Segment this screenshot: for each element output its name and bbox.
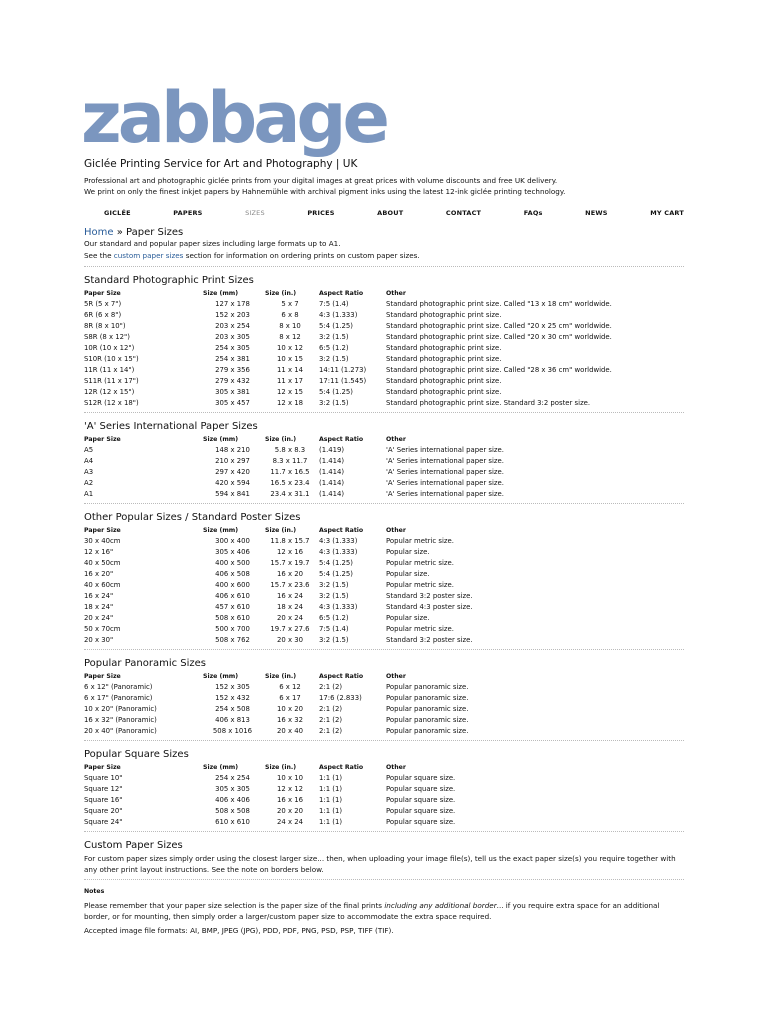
size-sections [84,275,684,832]
table-cell: 11 x 17 [277,376,303,385]
table-cell: Standard 4:3 poster size. [386,602,473,611]
table-cell: 6R (6 x 8") [84,310,122,319]
table-cell: 152 x 305 [215,682,250,691]
table-cell: 8R (8 x 10") [84,321,126,330]
table-cell: 203 x 305 [215,332,250,341]
table-cell: 20 x 24 [277,613,303,622]
table-row [84,375,612,386]
divider [84,649,684,650]
table-header-row [84,762,455,772]
table-cell: 254 x 381 [215,354,250,363]
table-cell: A3 [84,467,94,476]
table-cell: 20 x 20 [277,806,303,815]
nav-item-sizes[interactable]: SIZES [245,209,265,217]
table-cell: 148 x 210 [215,445,250,454]
table-row [84,794,455,805]
table-cell: 15.7 x 23.6 [270,580,310,589]
table-cell: 'A' Series international paper size. [386,489,504,498]
column-header: Other [386,526,406,534]
nav-item-news[interactable]: NEWS [585,209,608,217]
table-row [84,725,468,736]
table-row [84,579,473,590]
table-row [84,386,612,397]
table-cell: Standard photographic print size. Called "20 x 25 cm" worldwide. [386,321,612,330]
table-cell: 'A' Series international paper size. [386,456,504,465]
table-cell: Popular panoramic size. [386,693,469,702]
table-cell: 508 x 762 [215,635,250,644]
table-cell: 254 x 305 [215,343,250,352]
section-heading: Standard Photographic Print Sizes [84,275,254,286]
table-cell: 15.7 x 19.7 [270,558,310,567]
table-cell: 3:2 (1.5) [319,580,349,589]
table-cell: 16 x 16 [277,795,303,804]
table-cell: Popular square size. [386,806,456,815]
column-header: Size (mm) [203,526,239,534]
nav-item-faqs[interactable]: FAQs [523,209,543,217]
table-row [84,477,504,488]
table-cell: 'A' Series international paper size. [386,445,504,454]
table-cell: 10 x 12 [277,343,303,352]
table-cell: 17:11 (1.545) [319,376,367,385]
column-header: Other [386,763,406,771]
table-cell: (1.414) [319,467,345,476]
table-row [84,298,612,309]
table-cell: Square 16" [84,795,123,804]
table-cell: 500 x 700 [215,624,250,633]
divider [84,503,684,504]
table-cell: S10R (10 x 15") [84,354,139,363]
table-cell: 1:1 (1) [319,806,343,815]
column-header: Size (mm) [203,763,239,771]
table-cell: Standard photographic print size. Standard 3:2 poster size. [386,398,591,407]
table-cell: 5.8 x 8.3 [274,445,306,454]
table-row [84,557,473,568]
table-cell: 305 x 381 [215,387,250,396]
table-cell: (1.414) [319,489,345,498]
table-cell: Standard photographic print size. [386,343,502,352]
table-cell: Standard photographic print size. [386,310,502,319]
table-cell: 6:5 (1.2) [319,613,349,622]
table-cell: 10 x 15 [277,354,303,363]
table-row [84,623,473,634]
column-header: Other [386,289,406,297]
table-cell: 406 x 406 [215,795,250,804]
table-cell: 20 x 40" (Panoramic) [84,726,157,735]
table-cell: 2:1 (2) [319,726,343,735]
table-cell: Popular panoramic size. [386,726,469,735]
table-cell: 23.4 x 31.1 [270,489,310,498]
table-cell: 16 x 24" [84,591,114,600]
column-header: Size (in.) [265,526,297,534]
table-row [84,397,612,408]
table-cell: Popular panoramic size. [386,682,469,691]
column-header: Paper Size [84,289,121,297]
table-cell: 40 x 50cm [84,558,121,567]
table-cell: Popular square size. [386,784,456,793]
table-cell: 20 x 30 [277,635,303,644]
lead-line-2 [84,250,684,262]
table-cell: 279 x 356 [215,365,250,374]
column-header: Aspect Ratio [319,435,364,443]
table-cell: 11 x 14 [277,365,303,374]
table-cell: Square 24" [84,817,123,826]
intro-line-2: We print on only the finest inkjet papers by Hahnemühle with archival pigment inks using the latest 12-ink giclée printing technology. [84,186,566,196]
nav-item-gicl-e[interactable]: GICLÉE [104,209,131,217]
table-cell: 152 x 432 [215,693,250,702]
table-cell: (1.419) [319,445,345,454]
table-cell: 50 x 70cm [84,624,121,633]
table-cell: 19.7 x 27.6 [270,624,310,633]
table-cell: Standard photographic print size. [386,376,502,385]
table-cell: 1:1 (1) [319,795,343,804]
table-cell: Square 10" [84,773,123,782]
table-cell: 400 x 500 [215,558,250,567]
column-header: Aspect Ratio [319,289,364,297]
table-cell: 406 x 610 [215,591,250,600]
table-cell: 11.8 x 15.7 [270,536,310,545]
size-table [84,434,504,499]
table-cell: 508 x 610 [215,613,250,622]
table-cell: 6 x 12 [279,682,301,691]
table-cell: 12 x 12 [277,784,303,793]
table-cell: 420 x 594 [215,478,250,487]
breadcrumb-separator: » [113,227,127,238]
table-cell: Popular square size. [386,773,456,782]
size-table [84,762,455,827]
table-cell: Square 12" [84,784,123,793]
column-header: Size (mm) [203,435,239,443]
table-cell: Popular panoramic size. [386,704,469,713]
table-cell: Popular square size. [386,795,456,804]
table-cell: 8.3 x 11.7 [272,456,308,465]
table-cell: 210 x 297 [215,456,250,465]
table-cell: A4 [84,456,94,465]
table-cell: 11R (11 x 14") [84,365,135,374]
table-row [84,703,468,714]
table-header-row [84,525,473,535]
breadcrumb-home-link[interactable]: Home [84,227,114,238]
main-nav [84,209,684,217]
column-header: Paper Size [84,435,121,443]
table-cell: 7:5 (1.4) [319,299,349,308]
table-row [84,488,504,499]
table-cell: Popular square size. [386,817,456,826]
column-header: Size (mm) [203,672,239,680]
table-cell: Standard photographic print size. Called "13 x 18 cm" worldwide. [386,299,612,308]
size-table [84,525,473,645]
table-cell: 6:5 (1.2) [319,343,349,352]
table-row [84,772,455,783]
table-row [84,444,504,455]
table-cell: 'A' Series international paper size. [386,467,504,476]
table-cell: 20 x 30" [84,635,114,644]
section-heading: Other Popular Sizes / Standard Poster Sizes [84,512,301,523]
tagline: Giclée Printing Service for Art and Photography | UK [84,158,358,170]
table-cell: 254 x 508 [215,704,250,713]
table-cell: 18 x 24" [84,602,114,611]
table-row [84,309,612,320]
section-heading: Popular Square Sizes [84,749,189,760]
table-cell: 279 x 432 [215,376,250,385]
table-cell: 11.7 x 16.5 [270,467,310,476]
table-cell: 508 x 1016 [212,726,253,735]
table-cell: 305 x 457 [215,398,250,407]
table-cell: A2 [84,478,94,487]
table-cell: 254 x 254 [215,773,250,782]
table-cell: 5 x 7 [281,299,299,308]
table-cell: Popular size. [386,547,430,556]
table-cell: 10 x 20 [277,704,303,713]
table-cell: Popular metric size. [386,624,454,633]
table-cell: 30 x 40cm [84,536,121,545]
divider [84,879,684,880]
notes-paragraph-1 [84,900,684,922]
size-table [84,288,612,408]
table-row [84,535,473,546]
table-cell: 6 x 12" (Panoramic) [84,682,153,691]
divider [84,266,684,267]
table-row [84,546,473,557]
table-cell: 1:1 (1) [319,817,343,826]
divider [84,831,684,832]
table-cell: 305 x 305 [215,784,250,793]
table-cell: 203 x 254 [215,321,250,330]
table-cell: 2:1 (2) [319,715,343,724]
table-cell: 'A' Series international paper size. [386,478,504,487]
table-cell: 10 x 10 [277,773,303,782]
lead-line-2-pre: See the [84,251,114,260]
notes-p1-italic: including any additional border [384,901,497,910]
table-row [84,364,612,375]
column-header: Paper Size [84,672,121,680]
notes-p1-post: ... if you require extra space for an additional border, or for mounting, then simply order a larger/custom paper size to accommodate the extra space required. [84,901,660,921]
section-heading: 'A' Series International Paper Sizes [84,421,258,432]
column-header: Aspect Ratio [319,526,364,534]
table-row [84,353,612,364]
table-row [84,568,473,579]
notes-p1-pre: Please remember that your paper size selection is the paper size of the final prints [84,901,385,910]
table-cell: 5:4 (1.25) [319,558,353,567]
table-cell: 305 x 406 [215,547,250,556]
nav-item-my-cart[interactable]: MY CART [650,209,684,217]
table-row [84,783,455,794]
table-cell: S12R (12 x 18") [84,398,139,407]
table-cell: 1:1 (1) [319,773,343,782]
lead-line-2-post: section for information on ordering prints on custom paper sizes. [183,251,420,260]
table-row [84,331,612,342]
notes-paragraph-2: Accepted image file formats: AI, BMP, JPEG (JPG), PDD, PDF, PNG, PSD, PSP, TIFF (TIF). [84,926,394,935]
breadcrumb-current: Paper Sizes [126,227,184,238]
column-header: Aspect Ratio [319,672,364,680]
table-cell: 3:2 (1.5) [319,332,349,341]
table-cell: 1:1 (1) [319,784,343,793]
page [81,77,684,936]
divider [84,412,684,413]
table-cell: 16 x 20" [84,569,114,578]
table-cell: 406 x 508 [215,569,250,578]
table-cell: Popular size. [386,569,430,578]
table-row [84,681,468,692]
table-row [84,612,473,623]
table-cell: 4:3 (1.333) [319,310,358,319]
table-cell: 2:1 (2) [319,682,343,691]
table-cell: (1.414) [319,456,345,465]
table-cell: 14:11 (1.273) [319,365,367,374]
table-cell: 10 x 20" (Panoramic) [84,704,157,713]
table-cell: 594 x 841 [215,489,250,498]
table-cell: 5:4 (1.25) [319,321,353,330]
table-cell: 3:2 (1.5) [319,398,349,407]
table-cell: 2:1 (2) [319,704,343,713]
table-cell: 16 x 32" (Panoramic) [84,715,157,724]
table-cell: Standard photographic print size. Called "20 x 30 cm" worldwide. [386,332,612,341]
table-cell: 5:4 (1.25) [319,569,353,578]
table-cell: 400 x 600 [215,580,250,589]
table-row [84,342,612,353]
nav-item-about[interactable]: ABOUT [377,209,404,217]
table-cell: 20 x 40 [277,726,303,735]
table-cell: 10R (10 x 12") [84,343,135,352]
table-cell: 152 x 203 [215,310,250,319]
table-header-row [84,434,504,444]
table-cell: 406 x 813 [215,715,250,724]
table-cell: Popular metric size. [386,580,454,589]
table-row [84,714,468,725]
table-row [84,805,455,816]
table-cell: 4:3 (1.333) [319,547,358,556]
table-row [84,455,504,466]
table-cell: 3:2 (1.5) [319,591,349,600]
table-cell: 17:6 (2.833) [319,693,362,702]
table-row [84,816,455,827]
table-header-row [84,671,468,681]
table-cell: 18 x 24 [277,602,303,611]
table-cell: 12 x 16" [84,547,114,556]
custom-sizes-text: For custom paper sizes simply order using the closest larger size... then, when uploading your image file(s), tell us the exact paper size(s) you require together with any other print layout instructions. See the note on borders below. [84,854,676,874]
lead-line-1: Our standard and popular paper sizes including large formats up to A1. [84,239,341,248]
nav-item-papers[interactable]: PAPERS [173,209,203,217]
table-cell: 8 x 10 [279,321,301,330]
table-row [84,601,473,612]
table-cell: 4:3 (1.333) [319,536,358,545]
table-cell: 3:2 (1.5) [319,635,349,644]
table-header-row [84,288,612,298]
table-cell: 16 x 32 [277,715,303,724]
table-cell: 16 x 20 [277,569,303,578]
table-cell: 20 x 24" [84,613,114,622]
table-cell: Standard photographic print size. [386,387,502,396]
column-header: Size (in.) [265,672,297,680]
table-cell: 5:4 (1.25) [319,387,353,396]
table-row [84,320,612,331]
table-cell: A5 [84,445,94,454]
table-cell: 7:5 (1.4) [319,624,349,633]
divider [84,740,684,741]
column-header: Size (in.) [265,289,297,297]
table-cell: 12 x 18 [277,398,303,407]
table-cell: 4:3 (1.333) [319,602,358,611]
breadcrumb [84,227,684,238]
table-cell: 300 x 400 [215,536,250,545]
table-cell: 12 x 16 [277,547,303,556]
table-row [84,590,473,601]
table-row [84,692,468,703]
column-header: Paper Size [84,526,121,534]
table-cell: S8R (8 x 12") [84,332,130,341]
custom-paper-sizes-link[interactable]: custom paper sizes [113,251,184,260]
table-cell: 40 x 60cm [84,580,121,589]
table-cell: Standard 3:2 poster size. [386,635,473,644]
intro-line-1: Professional art and photographic giclée prints from your digital images at great prices with volume discounts and free UK delivery. [84,176,558,185]
table-cell: S11R (11 x 17") [84,376,139,385]
size-table [84,671,468,736]
table-cell: Popular panoramic size. [386,715,469,724]
table-cell: 8 x 12 [279,332,301,341]
table-row [84,634,473,645]
table-cell: 16.5 x 23.4 [270,478,310,487]
column-header: Size (in.) [265,763,297,771]
table-cell: 610 x 610 [215,817,250,826]
table-cell: Popular size. [386,613,430,622]
table-cell: 6 x 8 [281,310,299,319]
table-cell: Standard photographic print size. [386,354,502,363]
table-cell: (1.414) [319,478,345,487]
table-cell: Square 20" [84,806,123,815]
column-header: Paper Size [84,763,121,771]
table-row [84,466,504,477]
table-cell: 457 x 610 [215,602,250,611]
table-cell: Popular metric size. [386,536,454,545]
section-heading: Popular Panoramic Sizes [84,658,207,669]
table-cell: Popular metric size. [386,558,454,567]
table-cell: 24 x 24 [277,817,303,826]
table-cell: 3:2 (1.5) [319,354,349,363]
table-cell: 127 x 178 [215,299,250,308]
table-cell: 508 x 508 [215,806,250,815]
custom-sizes-heading: Custom Paper Sizes [84,840,183,851]
table-cell: A1 [84,489,94,498]
table-cell: 6 x 17 [279,693,301,702]
column-header: Other [386,435,406,443]
table-cell: 6 x 17" (Panoramic) [84,693,153,702]
table-cell: 12 x 15 [277,387,303,396]
table-cell: 16 x 24 [277,591,303,600]
table-cell: Standard 3:2 poster size. [386,591,473,600]
column-header: Size (in.) [265,435,297,443]
table-cell: 5R (5 x 7") [84,299,122,308]
nav-item-contact[interactable]: CONTACT [445,209,482,217]
column-header: Other [386,672,406,680]
notes-heading: Notes [84,888,105,895]
column-header: Aspect Ratio [319,763,364,771]
column-header: Size (mm) [203,289,239,297]
table-cell: 297 x 420 [215,467,250,476]
table-cell: 12R (12 x 15") [84,387,135,396]
table-cell: Standard photographic print size. Called "28 x 36 cm" worldwide. [386,365,612,374]
nav-item-prices[interactable]: PRICES [307,209,335,217]
zabbage-logo[interactable]: zabbage [81,77,387,159]
